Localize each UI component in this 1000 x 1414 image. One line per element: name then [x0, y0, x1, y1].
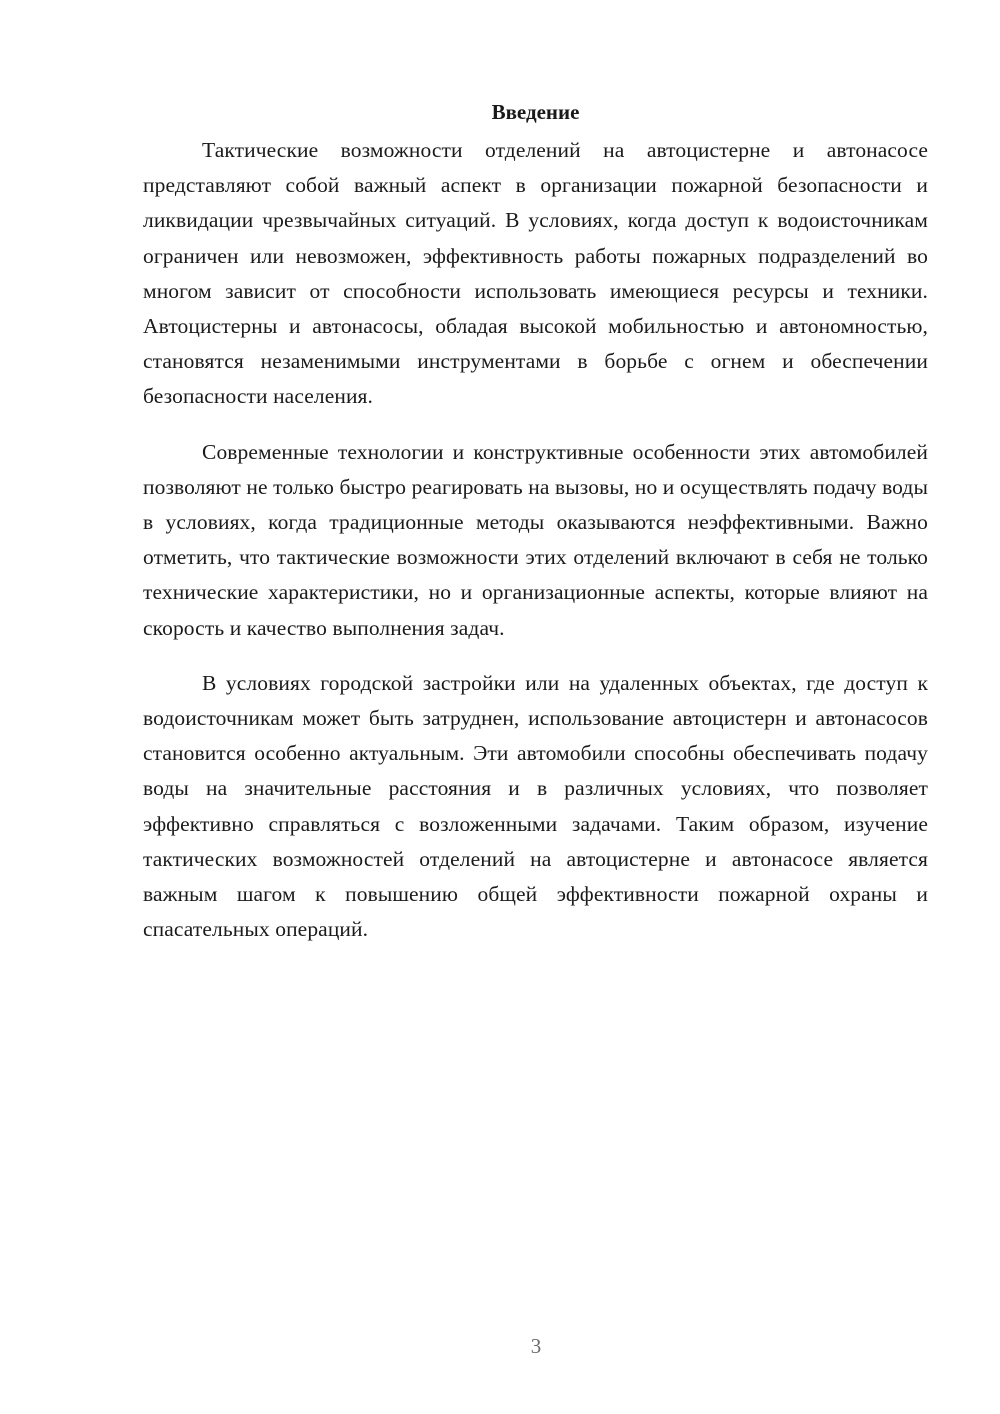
paragraph-1: Тактические возможности отделений на автоцистерне и автонасосе представляют собой важный аспект в организации пожарной безопасности и ликвидации чрезвычайных ситуаций. В условиях, когда доступ к водоисточникам ограничен или невозможен, эффективность работы пожарных подразделений во многом зависит от способности использовать имеющиеся ресурсы и техники. Автоцистерны и автонасосы, обладая высокой мобильностью и автономностью, становятся незаменимыми инструментами в борьбе с огнем и обеспечении безопасности населения.: [143, 138, 928, 409]
page-content: [143, 96, 928, 967]
paragraph-3: В условиях городской застройки или на удаленных объектах, где доступ к водоисточникам может быть затруднен, использование автоцистерн и автонасосов становится особенно актуальным. Эти автомобили способны обеспечивать подачу воды на значительные расстояния и в различных условиях, что позволяет эффективно справляться с возложенными задачами. Таким образом, изучение тактических возможностей отделений на автоцистерне и автонасосе является важным шагом к повышению общей эффективности пожарной охраны и спасательных операций.: [143, 670, 928, 942]
paragraph-2: Современные технологии и конструктивные особенности этих автомобилей позволяют не только быстро реагировать на вызовы, но и осуществлять подачу воды в условиях, когда традиционные методы оказываются неэффективными. Важно отметить, что тактические возможности этих отделений включают в себя не только технические характеристики, но и организационные аспекты, которые влияют на скорость и качество выполнения задач.: [143, 439, 928, 640]
page-number: 3: [530, 1334, 542, 1358]
page-title: Введение: [491, 100, 580, 124]
